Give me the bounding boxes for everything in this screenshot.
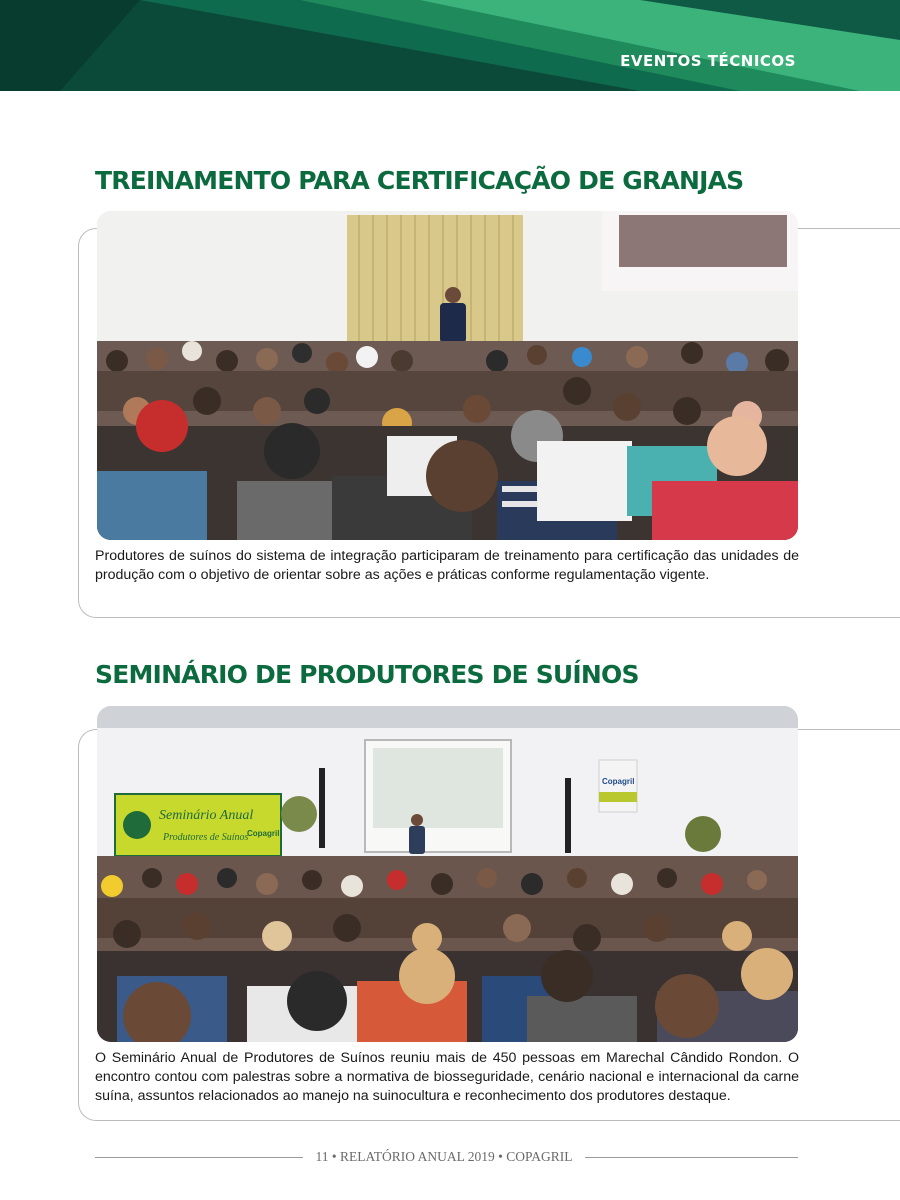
seminar-audience-photo [97,706,798,1042]
footer-rule-left [95,1157,303,1158]
footer [306,1149,582,1165]
header-band [0,0,900,91]
company-name: COPAGRIL [506,1149,573,1164]
training-audience-photo [97,211,798,540]
section-title-training: TREINAMENTO PARA CERTIFICAÇÃO DE GRANJAS [95,166,744,195]
banner-subtitle: Produtores de Suínos [163,832,249,843]
footer-separator: • [498,1149,503,1164]
caption-training: Produtores de suínos do sistema de integração participaram de treinamento para certificação das unidades de produção com o objetivo de orientar sobre as ações e práticas conforme regulamentação vigente. [95,548,799,583]
seminar-banner [115,794,281,856]
section-title-seminar: SEMINÁRIO DE PRODUTORES DE SUÍNOS [95,660,639,689]
publication-title: RELATÓRIO ANUAL 2019 [339,1149,495,1164]
banner-title: Seminário Anual [159,808,254,823]
section-label: EVENTOS TÉCNICOS [620,52,796,70]
page-number: 11 [315,1149,329,1164]
caption-seminar: O Seminário Anual de Produtores de Suínos reuniu mais de 450 pessoas em Marechal Cândido Rondon. O encontro contou com palestras sobre a normativa de biosseguridade, cenário nacional e internacional da carne suína, assuntos relacionados ao manejo na suinocultura e reconhecimento dos produtores destaque. [95,1050,799,1104]
footer-rule-right [585,1157,798,1158]
banner-brand: Copagril [247,829,280,838]
header-graphic [0,0,900,91]
footer-separator: • [331,1149,337,1164]
sign-brand: Copagril [602,777,635,786]
